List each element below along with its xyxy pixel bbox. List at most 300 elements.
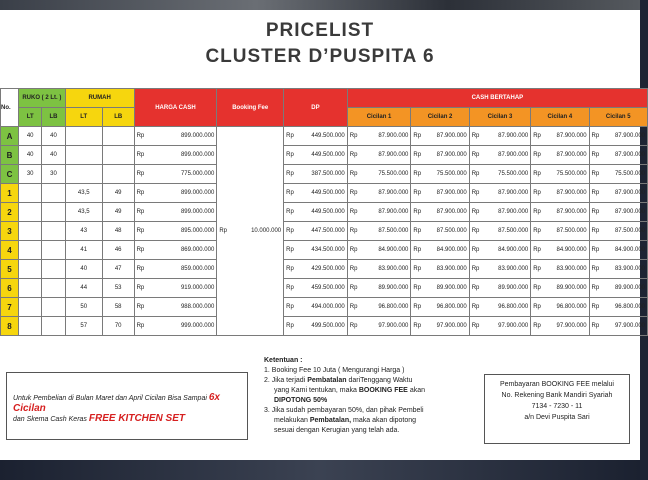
promo-line-1-text: Untuk Pembelian di Bulan Maret dan April Cicilan Bisa Sampai xyxy=(13,395,207,402)
header-cicilan-4: Cicilan 4 xyxy=(531,108,589,127)
rumah-lt: 40 xyxy=(65,260,102,279)
harga-cash-wrap xyxy=(135,285,217,291)
cicilan-1-wrap xyxy=(348,133,411,139)
cicilan-2-value: 84.900.000 xyxy=(436,247,467,253)
cicilan-3-wrap xyxy=(470,285,531,291)
cicilan-5-wrap xyxy=(590,228,647,234)
harga-cash-value: 895.000.000 xyxy=(180,228,215,234)
currency-label: Rp xyxy=(533,190,541,196)
rumah-lt: 43,5 xyxy=(65,203,102,222)
rumah-lb: 48 xyxy=(102,222,134,241)
currency-label: Rp xyxy=(286,304,294,310)
currency-label: Rp xyxy=(471,304,480,310)
currency-label: Rp xyxy=(413,285,422,291)
table-row xyxy=(1,165,648,184)
cicilan-4-value: 89.900.000 xyxy=(556,285,587,291)
cicilan-3-wrap xyxy=(470,133,531,139)
currency-label: Rp xyxy=(591,190,600,196)
ruko-lt: 40 xyxy=(19,146,42,165)
cicilan-5-value: 87.900.000 xyxy=(614,209,645,215)
cicilan-3 xyxy=(469,279,531,298)
currency-label: Rp xyxy=(349,266,358,272)
cicilan-2-wrap xyxy=(411,304,468,310)
cicilan-2 xyxy=(411,241,469,260)
ruko-lb xyxy=(42,279,65,298)
harga-cash xyxy=(134,127,217,146)
cicilan-2 xyxy=(411,203,469,222)
header-rumah: RUMAH xyxy=(65,89,134,108)
harga-cash-wrap xyxy=(135,323,217,329)
harga-cash-wrap xyxy=(135,152,217,158)
currency-label: Rp xyxy=(349,247,358,253)
cicilan-2-value: 87.900.000 xyxy=(436,209,467,215)
cicilan-2-wrap xyxy=(411,171,468,177)
cicilan-3-value: 87.500.000 xyxy=(498,228,529,234)
dp xyxy=(284,298,348,317)
rumah-lb xyxy=(102,146,134,165)
header-ruko-lb: LB xyxy=(42,108,65,127)
cicilan-1 xyxy=(347,203,411,222)
currency-label: Rp xyxy=(286,133,294,139)
header-cicilan-5: Cicilan 5 xyxy=(589,108,647,127)
currency-label: Rp xyxy=(471,133,480,139)
row-no: 8 xyxy=(1,317,19,336)
currency-label: Rp xyxy=(591,304,600,310)
terms-item-3-d: maka akan dipotong xyxy=(353,417,417,424)
dp-value: 429.500.000 xyxy=(311,266,345,272)
header-booking-fee: Booking Fee xyxy=(217,89,284,127)
cicilan-5-value: 83.900.000 xyxy=(614,266,645,272)
cicilan-2 xyxy=(411,146,469,165)
cicilan-4-wrap xyxy=(531,171,588,177)
currency-label: Rp xyxy=(413,304,422,310)
rumah-lb xyxy=(102,127,134,146)
table-row xyxy=(1,260,648,279)
cicilan-3-value: 75.500.000 xyxy=(498,171,529,177)
cicilan-1-wrap xyxy=(348,171,411,177)
currency-label: Rp xyxy=(591,133,600,139)
table-row xyxy=(1,222,648,241)
dp-wrap xyxy=(284,266,347,272)
cicilan-2-wrap xyxy=(411,133,468,139)
currency-label: Rp xyxy=(349,171,358,177)
dp-value: 387.500.000 xyxy=(311,171,345,177)
cicilan-2-value: 87.900.000 xyxy=(436,133,467,139)
header-ruko-lt: LT xyxy=(19,108,42,127)
cicilan-2-value: 87.900.000 xyxy=(436,152,467,158)
cicilan-5 xyxy=(589,127,647,146)
cicilan-5-value: 87.900.000 xyxy=(614,152,645,158)
currency-label: Rp xyxy=(136,152,145,158)
cicilan-1-wrap xyxy=(348,152,411,158)
terms-item-1: 1. Booking Fee 10 Juta ( Mengurangi Harga ) xyxy=(264,367,405,374)
terms-item-3-cont-2: sesuai dengan Kerugian yang telah ada. xyxy=(274,427,400,434)
cicilan-5-value: 87.900.000 xyxy=(614,190,645,196)
cicilan-3-wrap xyxy=(470,209,531,215)
header-cicilan-2: Cicilan 2 xyxy=(411,108,469,127)
header-rumah-lt: LT xyxy=(65,108,102,127)
cicilan-4-wrap xyxy=(531,304,588,310)
terms-item-2-c: dariTenggang Waktu xyxy=(348,377,413,384)
promo-box xyxy=(6,372,248,440)
cicilan-1-value: 87.900.000 xyxy=(378,152,409,158)
cicilan-5 xyxy=(589,279,647,298)
cicilan-2 xyxy=(411,279,469,298)
cicilan-2-value: 87.500.000 xyxy=(436,228,467,234)
background-bottom xyxy=(0,458,640,480)
terms-section xyxy=(264,356,476,436)
currency-label: Rp xyxy=(533,228,541,234)
currency-label: Rp xyxy=(286,285,294,291)
cicilan-2-wrap xyxy=(411,323,468,329)
cicilan-1 xyxy=(347,165,411,184)
harga-cash-wrap xyxy=(135,209,217,215)
promo-kitchen-set-highlight: FREE KITCHEN SET xyxy=(88,413,186,424)
rumah-lt xyxy=(65,165,102,184)
terms-item-2-d: yang Kami tentukan, maka xyxy=(274,387,357,394)
harga-cash xyxy=(134,203,217,222)
header-dp: DP xyxy=(284,89,348,127)
cicilan-1-value: 97.900.000 xyxy=(378,323,409,329)
dp-wrap xyxy=(284,304,347,310)
harga-cash-value: 899.000.000 xyxy=(180,152,215,158)
cicilan-3-value: 87.900.000 xyxy=(498,152,529,158)
currency-label: Rp xyxy=(591,247,600,253)
price-table-body xyxy=(1,127,648,336)
promo-installment-highlight: 6x Cicilan xyxy=(13,392,220,414)
cicilan-2-value: 83.900.000 xyxy=(436,266,467,272)
cicilan-3-wrap xyxy=(470,304,531,310)
cicilan-4 xyxy=(531,279,589,298)
currency-label: Rp xyxy=(533,247,541,253)
cicilan-5-value: 75.500.000 xyxy=(614,171,645,177)
rumah-lb xyxy=(102,165,134,184)
cicilan-5-wrap xyxy=(590,190,647,196)
currency-label: Rp xyxy=(471,247,480,253)
cicilan-1-value: 89.900.000 xyxy=(378,285,409,291)
currency-label: Rp xyxy=(349,285,358,291)
cicilan-5-value: 89.900.000 xyxy=(614,285,645,291)
cicilan-4-wrap xyxy=(531,209,588,215)
ruko-lb: 40 xyxy=(42,127,65,146)
currency-label: Rp xyxy=(533,171,541,177)
currency-label: Rp xyxy=(471,190,480,196)
promo-line-2-text: dan Skema Cash Keras xyxy=(13,416,87,423)
currency-label: Rp xyxy=(591,266,600,272)
cicilan-4 xyxy=(531,298,589,317)
ruko-lt xyxy=(19,203,42,222)
dp-wrap xyxy=(284,285,347,291)
cicilan-4 xyxy=(531,146,589,165)
cicilan-3 xyxy=(469,222,531,241)
cicilan-3-value: 83.900.000 xyxy=(498,266,529,272)
cicilan-4-value: 84.900.000 xyxy=(556,247,587,253)
currency-label: Rp xyxy=(136,266,145,272)
cicilan-3-value: 89.900.000 xyxy=(498,285,529,291)
ruko-lt xyxy=(19,222,42,241)
cicilan-4-wrap xyxy=(531,266,588,272)
cicilan-2 xyxy=(411,298,469,317)
harga-cash xyxy=(134,241,217,260)
currency-label: Rp xyxy=(349,190,358,196)
header-rumah-lb: LB xyxy=(102,108,134,127)
cicilan-4-value: 87.900.000 xyxy=(556,152,587,158)
cicilan-5 xyxy=(589,203,647,222)
cicilan-2-value: 96.800.000 xyxy=(436,304,467,310)
harga-cash-value: 899.000.000 xyxy=(180,190,215,196)
cicilan-5-value: 87.500.000 xyxy=(614,228,645,234)
cicilan-1-value: 87.900.000 xyxy=(378,190,409,196)
table-row xyxy=(1,279,648,298)
cicilan-2-wrap xyxy=(411,247,468,253)
header-ruko: RUKO ( 2 Lt. ) xyxy=(19,89,66,108)
currency-label: Rp xyxy=(286,209,294,215)
currency-label: Rp xyxy=(413,266,422,272)
cicilan-3-value: 96.800.000 xyxy=(498,304,529,310)
cicilan-1-wrap xyxy=(348,285,411,291)
cicilan-5 xyxy=(589,260,647,279)
cicilan-2 xyxy=(411,165,469,184)
harga-cash-value: 988.000.000 xyxy=(180,304,215,310)
currency-label: Rp xyxy=(349,323,358,329)
cicilan-4-value: 97.900.000 xyxy=(556,323,587,329)
title-line-2: CLUSTER D’PUSPITA 6 xyxy=(205,46,435,67)
currency-label: Rp xyxy=(471,266,480,272)
cicilan-3-wrap xyxy=(470,228,531,234)
dp xyxy=(284,317,348,336)
cicilan-5 xyxy=(589,298,647,317)
harga-cash-value: 919.000.000 xyxy=(180,285,215,291)
currency-label: Rp xyxy=(136,171,145,177)
rumah-lb: 53 xyxy=(102,279,134,298)
terms-item-3-c: Pembatalan, xyxy=(309,417,352,424)
terms-item-3: 3. Jika sudah pembayaran 50%, dan pihak Pembeli xyxy=(264,407,424,414)
rumah-lt: 43,5 xyxy=(65,184,102,203)
currency-label: Rp xyxy=(349,133,358,139)
currency-label: Rp xyxy=(533,285,541,291)
harga-cash-value: 999.000.000 xyxy=(180,323,215,329)
cicilan-5-value: 97.900.000 xyxy=(614,323,645,329)
harga-cash-wrap xyxy=(135,190,217,196)
cicilan-2 xyxy=(411,184,469,203)
cicilan-5-wrap xyxy=(590,323,647,329)
currency-label: Rp xyxy=(286,323,294,329)
ruko-lb: 30 xyxy=(42,165,65,184)
currency-label: Rp xyxy=(471,152,480,158)
cicilan-5-wrap xyxy=(590,171,647,177)
currency-label: Rp xyxy=(136,247,145,253)
rumah-lt: 41 xyxy=(65,241,102,260)
cicilan-4 xyxy=(531,241,589,260)
rumah-lb: 58 xyxy=(102,298,134,317)
cicilan-5-value: 96.800.000 xyxy=(614,304,645,310)
dp-value: 499.500.000 xyxy=(311,323,345,329)
currency-label: Rp xyxy=(413,190,422,196)
cicilan-1-value: 96.800.000 xyxy=(378,304,409,310)
cicilan-4-wrap xyxy=(531,323,588,329)
row-no: 1 xyxy=(1,184,19,203)
dp-value: 449.500.000 xyxy=(311,209,345,215)
table-row xyxy=(1,184,648,203)
cicilan-3-wrap xyxy=(470,152,531,158)
cicilan-1-value: 84.900.000 xyxy=(378,247,409,253)
currency-label: Rp xyxy=(136,133,145,139)
currency-label: Rp xyxy=(533,304,541,310)
ruko-lt xyxy=(19,279,42,298)
currency-label: Rp xyxy=(136,190,145,196)
cicilan-5-wrap xyxy=(590,266,647,272)
harga-cash-wrap xyxy=(135,266,217,272)
currency-label: Rp xyxy=(533,152,541,158)
dp-wrap xyxy=(284,171,347,177)
currency-label: Rp xyxy=(219,228,227,234)
cicilan-3 xyxy=(469,241,531,260)
currency-label: Rp xyxy=(471,228,480,234)
dp xyxy=(284,127,348,146)
currency-label: Rp xyxy=(591,285,600,291)
currency-label: Rp xyxy=(413,247,422,253)
harga-cash xyxy=(134,222,217,241)
currency-label: Rp xyxy=(591,171,600,177)
ruko-lt xyxy=(19,260,42,279)
ruko-lt xyxy=(19,184,42,203)
harga-cash xyxy=(134,260,217,279)
dp-value: 494.000.000 xyxy=(311,304,345,310)
cicilan-5 xyxy=(589,317,647,336)
cicilan-1 xyxy=(347,222,411,241)
payment-line-4: a/n Devi Puspita Sari xyxy=(524,414,590,421)
cicilan-2 xyxy=(411,317,469,336)
rumah-lt: 50 xyxy=(65,298,102,317)
cicilan-4 xyxy=(531,165,589,184)
cicilan-5-wrap xyxy=(590,304,647,310)
cicilan-1-wrap xyxy=(348,304,411,310)
booking-fee-cell xyxy=(217,127,284,336)
harga-cash-value: 869.000.000 xyxy=(180,247,215,253)
promo-line-1 xyxy=(13,392,247,414)
currency-label: Rp xyxy=(591,323,600,329)
cicilan-2 xyxy=(411,222,469,241)
cicilan-4 xyxy=(531,203,589,222)
ruko-lt xyxy=(19,317,42,336)
cicilan-1-wrap xyxy=(348,323,411,329)
currency-label: Rp xyxy=(286,247,294,253)
rumah-lb: 46 xyxy=(102,241,134,260)
cicilan-2-value: 75.500.000 xyxy=(436,171,467,177)
payment-line-2: No. Rekening Bank Mandiri Syariah xyxy=(501,392,613,399)
header-cicilan-3: Cicilan 3 xyxy=(469,108,531,127)
currency-label: Rp xyxy=(591,152,600,158)
cicilan-2-wrap xyxy=(411,266,468,272)
cicilan-3 xyxy=(469,127,531,146)
cicilan-5 xyxy=(589,146,647,165)
dp-value: 459.500.000 xyxy=(311,285,345,291)
table-row xyxy=(1,203,648,222)
harga-cash-value: 775.000.000 xyxy=(180,171,215,177)
cicilan-5 xyxy=(589,165,647,184)
currency-label: Rp xyxy=(413,133,422,139)
harga-cash-value: 859.000.000 xyxy=(180,266,215,272)
cicilan-4-wrap xyxy=(531,228,588,234)
cicilan-2-wrap xyxy=(411,285,468,291)
terms-item-2 xyxy=(264,376,476,386)
currency-label: Rp xyxy=(286,190,294,196)
currency-label: Rp xyxy=(136,304,145,310)
payment-line-3: 7134 - 7230 - 11 xyxy=(531,403,583,410)
ruko-lb xyxy=(42,241,65,260)
dp-value: 434.500.000 xyxy=(311,247,345,253)
cicilan-3-wrap xyxy=(470,247,531,253)
currency-label: Rp xyxy=(533,209,541,215)
currency-label: Rp xyxy=(286,152,294,158)
cicilan-2-value: 87.900.000 xyxy=(436,190,467,196)
currency-label: Rp xyxy=(471,209,480,215)
cicilan-1-value: 75.500.000 xyxy=(378,171,409,177)
rumah-lt: 57 xyxy=(65,317,102,336)
row-no: 3 xyxy=(1,222,19,241)
currency-label: Rp xyxy=(136,228,145,234)
cicilan-3-wrap xyxy=(470,323,531,329)
currency-label: Rp xyxy=(349,152,358,158)
terms-item-2-cont-2 xyxy=(264,396,476,406)
terms-item-2-e: BOOKING FEE xyxy=(358,387,408,394)
cicilan-3-wrap xyxy=(470,266,531,272)
cicilan-3-value: 87.900.000 xyxy=(498,133,529,139)
row-no: B xyxy=(1,146,19,165)
cicilan-3 xyxy=(469,146,531,165)
cicilan-5-value: 84.900.000 xyxy=(614,247,645,253)
dp xyxy=(284,260,348,279)
price-table xyxy=(0,88,648,336)
dp xyxy=(284,203,348,222)
cicilan-3 xyxy=(469,298,531,317)
dp-wrap xyxy=(284,228,347,234)
cicilan-2-wrap xyxy=(411,209,468,215)
dp-value: 447.500.000 xyxy=(311,228,345,234)
title-line-1: PRICELIST xyxy=(265,20,375,41)
currency-label: Rp xyxy=(349,228,358,234)
cicilan-4-value: 83.900.000 xyxy=(556,266,587,272)
cicilan-5 xyxy=(589,241,647,260)
currency-label: Rp xyxy=(413,323,422,329)
currency-label: Rp xyxy=(136,285,145,291)
cicilan-4 xyxy=(531,317,589,336)
rumah-lb: 70 xyxy=(102,317,134,336)
harga-cash-value: 899.000.000 xyxy=(180,209,215,215)
dp-value: 449.500.000 xyxy=(311,152,345,158)
currency-label: Rp xyxy=(349,209,358,215)
cicilan-3 xyxy=(469,203,531,222)
currency-label: Rp xyxy=(591,209,600,215)
cicilan-4-value: 87.900.000 xyxy=(556,209,587,215)
row-no: 4 xyxy=(1,241,19,260)
cicilan-4 xyxy=(531,222,589,241)
dp-wrap xyxy=(284,190,347,196)
dp xyxy=(284,146,348,165)
dp-wrap xyxy=(284,247,347,253)
ruko-lb xyxy=(42,203,65,222)
cicilan-4 xyxy=(531,127,589,146)
pricelist-sheet xyxy=(0,10,645,460)
cicilan-2-wrap xyxy=(411,152,468,158)
cicilan-4-value: 87.500.000 xyxy=(556,228,587,234)
cicilan-5 xyxy=(589,222,647,241)
cicilan-2 xyxy=(411,260,469,279)
cicilan-3-value: 87.900.000 xyxy=(498,190,529,196)
currency-label: Rp xyxy=(413,171,422,177)
cicilan-1-wrap xyxy=(348,266,411,272)
currency-label: Rp xyxy=(349,304,358,310)
